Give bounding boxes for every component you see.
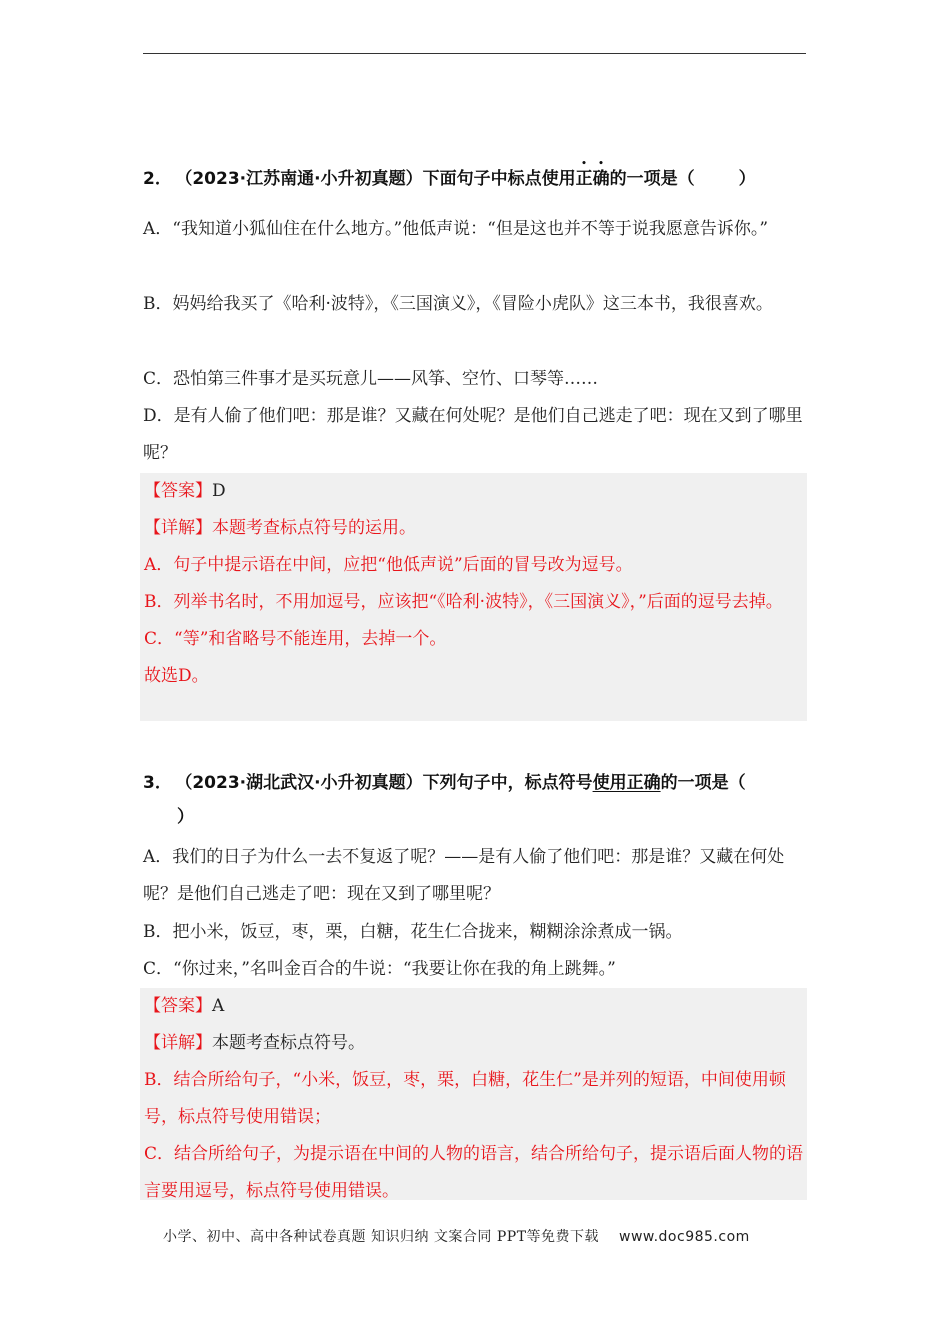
answer-tag: 【答案】 — [144, 481, 212, 501]
header-rule — [143, 53, 806, 54]
explanation-b: B．结合所给句子，“小米，饭豆，枣，栗，白糖，花生仁”是并列的短语，中间使用顿号，标点符号使用错误； — [144, 1070, 786, 1127]
question-2-option-a: A．“我知道小狐仙住在什么地方。”他低声说：“但是这也并不等于说我愿意告诉你。” — [143, 219, 769, 239]
question-2-emphasis: 正确 — [575, 169, 610, 189]
explanation-c: C．“等”和省略号不能连用，去掉一个。 — [144, 629, 447, 649]
explanation-a: A．句子中提示语在中间，应把“他低声说”后面的冒号改为逗号。 — [144, 555, 633, 575]
footer-url[interactable]: www.doc985.com — [619, 1229, 750, 1245]
question-3-stem: 下列句子中，标点符号 — [422, 773, 593, 793]
question-2-stem: 下面句子中标点使用 — [422, 169, 576, 189]
question-3-heading — [143, 766, 813, 834]
question-3-option-b: B．把小米，饭豆，枣，栗，白糖，花生仁合拢来，糊糊涂涂煮成一锅。 — [143, 922, 683, 942]
question-2-heading — [143, 159, 813, 196]
question-2-source: （2023·江苏南通·小升初真题） — [183, 169, 423, 189]
question-3-option-a: A．我们的日子为什么一去不复返了呢？——是有人偷了他们吧：那是谁？又藏在何处呢？是他们自己逃走了吧：现在又到了哪里呢？ — [143, 847, 785, 904]
conclusion: 故选D。 — [144, 666, 209, 686]
question-2-option-d: D．是有人偷了他们吧：那是谁？又藏在何处呢？是他们自己逃走了吧：现在又到了哪里呢？ — [143, 406, 803, 463]
question-2-paren-close: ） — [738, 169, 756, 189]
detail-text: 本题考查标点符号的运用。 — [212, 518, 416, 538]
explanation-c: C．结合所给句子，为提示语在中间的人物的语言，结合所给句子，提示语后面人物的语言要用逗号，标点符号使用错误。 — [144, 1144, 804, 1201]
question-2-stem-end: 的一项是（ — [609, 169, 695, 189]
question-2-answer-box — [140, 473, 807, 721]
question-3-option-c: C．“你过来，”名叫金百合的牛说：“我要让你在我的角上跳舞。” — [143, 959, 616, 979]
question-2-number: 2． — [143, 169, 172, 189]
explanation-b: B．列举书名时，不用加逗号，应该把“《哈利·波特》，《三国演义》，”后面的逗号去掉。 — [144, 592, 783, 612]
answer-tag: 【答案】 — [144, 996, 212, 1016]
answer-value: A — [212, 996, 225, 1016]
question-3-number: 3． — [143, 773, 172, 793]
question-3-answer-box — [140, 988, 807, 1200]
question-2-option-c: C．恐怕第三件事才是买玩意儿——风筝、空竹、口琴等…… — [143, 369, 599, 389]
question-3-source: （2023·湖北武汉·小升初真题） — [183, 773, 423, 793]
question-3-stem-end: 的一项是（ — [660, 773, 746, 793]
page-footer — [163, 1226, 750, 1246]
question-2-option-b: B．妈妈给我买了《哈利·波特》，《三国演义》，《冒险小虎队》这三本书，我很喜欢。 — [143, 294, 773, 314]
answer-value: D — [212, 481, 226, 501]
detail-tag: 【详解】 — [144, 1033, 212, 1053]
question-3-underlined: 使用正确 — [592, 773, 661, 793]
footer-text: 小学、初中、高中各种试卷真题 知识归纳 文案合同 PPT等免费下载 — [163, 1229, 600, 1245]
question-3-paren-close: ） — [177, 807, 194, 827]
detail-text: 本题考查标点符号。 — [212, 1033, 365, 1053]
detail-tag: 【详解】 — [144, 518, 212, 538]
